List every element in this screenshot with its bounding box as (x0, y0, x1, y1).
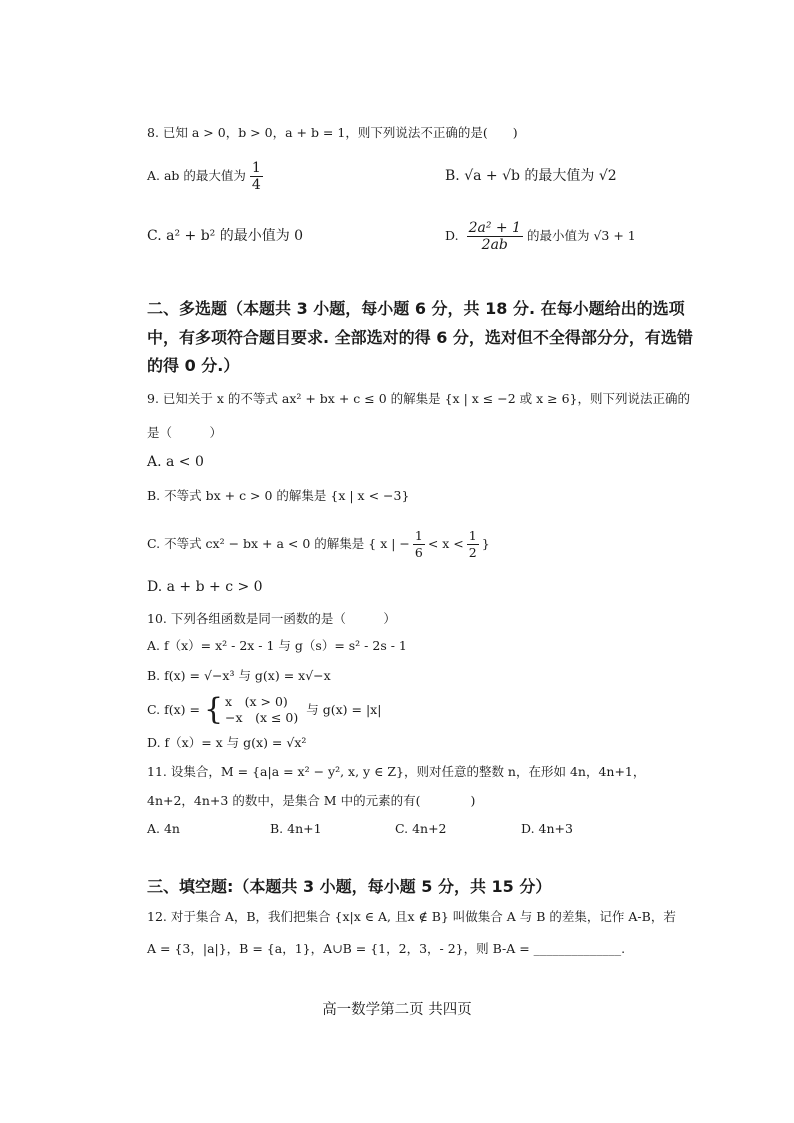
q8-option-b: B. √a + √b 的最大值为 √2 (445, 168, 617, 184)
q12-line2: A = {3，|a|}，B = {a，1}，A∪B = {1，2，3，- 2}，则 B-A = ______________. (147, 941, 626, 956)
q10-option-d: D. f（x）= x 与 g(x) = √x² (147, 735, 307, 750)
q11-option-a: A. 4n (147, 821, 180, 836)
q9-c-fraction1 (413, 528, 425, 561)
q8-stem: 8. 已知 a > 0，b > 0，a + b = 1，则下列说法不正确的是( ) (147, 125, 518, 140)
q10-option-a: A. f（x）= x² - 2x - 1 与 g（s）= s² - 2s - 1 (147, 638, 407, 653)
q11-option-c: C. 4n+2 (395, 821, 447, 836)
q8-a-numerator: 1 (251, 159, 261, 176)
q10-option-c-text: C. f(x) = (147, 702, 200, 717)
q11-stem-line2: 4n+2，4n+3 的数中，是集合 M 中的元素的有( ) (147, 793, 476, 808)
section2-heading-line3: 的得 0 分.） (147, 356, 240, 375)
q10-c-case2: −x (x ≤ 0) (225, 710, 299, 725)
q10-c-brace: { (203, 692, 224, 727)
q8-option-a-text: A. ab 的最大值为 (147, 168, 246, 183)
q9-option-c (147, 524, 490, 564)
q8-option-c: C. a² + b² 的最小值为 0 (147, 228, 304, 244)
q9-stem-line2: 是（ ） (147, 425, 223, 440)
q8-option-d-fraction (467, 220, 523, 253)
q9-stem-line1: 9. 已知关于 x 的不等式 ax² + bx + c ≤ 0 的解集是 {x | x ≤ −2 或 x ≥ 6}，则下列说法正确的 (147, 391, 690, 406)
q9-option-d: D. a + b + c > 0 (147, 579, 263, 595)
q8-option-a-fraction (250, 160, 263, 193)
q8-option-a (147, 156, 263, 196)
section2-heading-line1: 二、多选题（本题共 3 小题，每小题 6 分，共 18 分. 在每小题给出的选项 (147, 299, 685, 318)
q9-c-numerator2: 1 (468, 527, 477, 543)
page-footer: 高一数学第二页 共四页 (322, 1002, 472, 1018)
q9-option-c-mid: < x < (427, 536, 464, 551)
q9-option-c-close: } (481, 536, 490, 551)
q9-c-fraction2 (467, 528, 479, 561)
q10-option-c-rhs: 与 g(x) = |x| (306, 702, 382, 717)
q10-option-b: B. f(x) = √−x³ 与 g(x) = x√−x (147, 668, 331, 683)
q9-option-c-text: C. 不等式 cx² − bx + a < 0 的解集是 { x | − (147, 536, 410, 551)
q9-c-numerator1: 1 (414, 527, 423, 543)
section3-heading: 三、填空题:（本题共 3 小题，每小题 5 分，共 15 分） (147, 877, 552, 896)
q9-c-denominator1: 6 (414, 544, 423, 560)
q10-c-case1: x (x > 0) (225, 694, 288, 709)
q8-option-d-label: D. (445, 228, 459, 243)
q8-d-numerator: 2a² + 1 (468, 219, 521, 236)
q10-option-c (147, 690, 381, 730)
q8-a-denominator: 4 (251, 176, 261, 193)
q10-stem: 10. 下列各组函数是同一函数的是（ ） (147, 611, 396, 626)
q8-option-d-text: 的最小值为 √3 + 1 (526, 228, 636, 243)
q10-c-cases (225, 694, 298, 726)
q9-option-b: B. 不等式 bx + c > 0 的解集是 {x | x < −3} (147, 488, 410, 503)
section2-heading-line2: 中，有多项符合题目要求. 全部选对的得 6 分，选对但不全得部分分，有选错 (147, 328, 693, 347)
q12-line1: 12. 对于集合 A，B，我们把集合 {x|x ∈ A, 且x ∉ B} 叫做集合 A 与 B 的差集，记作 A-B，若 (147, 909, 676, 924)
q8-d-denominator: 2ab (481, 236, 508, 253)
q11-option-d: D. 4n+3 (521, 821, 573, 836)
q11-option-b: B. 4n+1 (270, 821, 322, 836)
q11-stem-line1: 11. 设集合，M = {a|a = x² − y², x, y ∈ Z}，则对任意的整数 n，在形如 4n，4n+1， (147, 764, 646, 779)
q9-option-a: A. a < 0 (147, 454, 204, 470)
q9-c-denominator2: 2 (468, 544, 477, 560)
q8-option-d (445, 216, 636, 256)
